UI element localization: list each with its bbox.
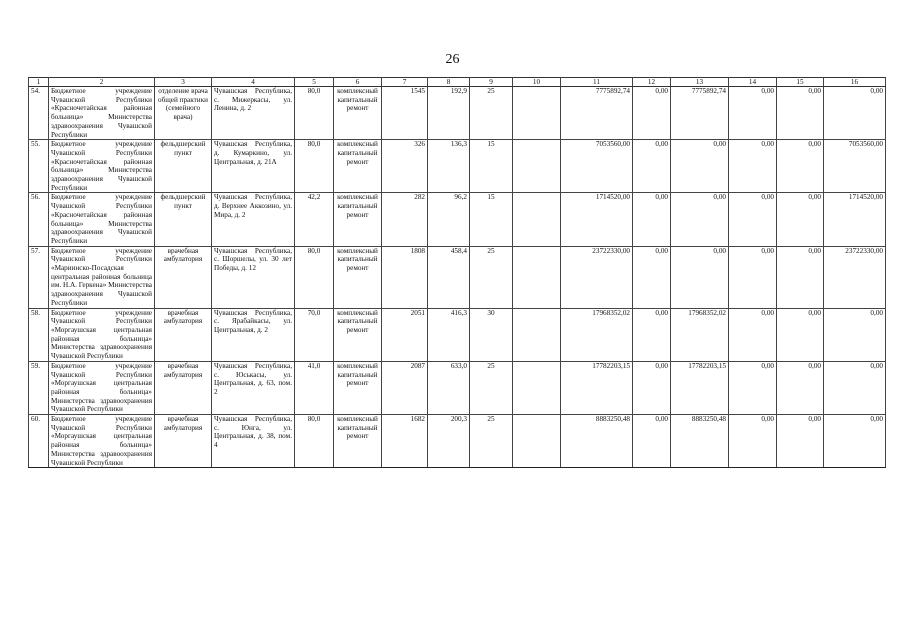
column-number: 12 bbox=[633, 78, 671, 87]
cell-col15: 0,00 bbox=[777, 87, 824, 140]
cell-col10 bbox=[513, 140, 561, 193]
cell-col9: 25 bbox=[470, 361, 513, 414]
cell-col9: 15 bbox=[470, 193, 513, 246]
column-number: 11 bbox=[561, 78, 633, 87]
column-number: 6 bbox=[334, 78, 382, 87]
table-row bbox=[29, 246, 886, 308]
cell-col12: 0,00 bbox=[633, 308, 671, 361]
institution-name: Бюджетное учреждение Чувашской Республики «Моргаушская центральная районная больница» Министерства здравоохранения Чувашской Республики bbox=[49, 308, 155, 361]
cell-col14: 0,00 bbox=[729, 193, 777, 246]
cell-col10 bbox=[513, 415, 561, 468]
row-number: 55. bbox=[29, 140, 49, 193]
cell-col11: 23722330,00 bbox=[561, 246, 633, 308]
cell-col7: 1545 bbox=[382, 87, 428, 140]
column-number: 4 bbox=[212, 78, 295, 87]
cell-col13: 0,00 bbox=[671, 140, 729, 193]
row-number: 59. bbox=[29, 361, 49, 414]
column-number: 5 bbox=[295, 78, 334, 87]
institution-name: Бюджетное учреждение Чувашской Республики «Красночетайская районная больница» Министерства здравоохранения Чувашской Республики bbox=[49, 140, 155, 193]
cell-col8: 416,3 bbox=[428, 308, 470, 361]
subdivision-type: врачебная амбулатория bbox=[155, 308, 212, 361]
cell-col16: 0,00 bbox=[824, 87, 886, 140]
cell-col13: 17782203,15 bbox=[671, 361, 729, 414]
cell-col15: 0,00 bbox=[777, 193, 824, 246]
column-number: 13 bbox=[671, 78, 729, 87]
wear-percent: 41,0 bbox=[295, 361, 334, 414]
institution-name: Бюджетное учреждение Чувашской Республики «Мариинско-Посадская центральная районная больница им. Н.А. Геркена» Министерства здравоохранения Чувашской Республики bbox=[49, 246, 155, 308]
column-number: 15 bbox=[777, 78, 824, 87]
work-type: комплексный капитальный ремонт bbox=[334, 361, 382, 414]
subdivision-type: фельдшерский пункт bbox=[155, 193, 212, 246]
column-number: 8 bbox=[428, 78, 470, 87]
address: Чувашская Республика, с. Ярабайкасы, ул. Центральная, д. 2 bbox=[212, 308, 295, 361]
wear-percent: 80,0 bbox=[295, 140, 334, 193]
address: Чувашская Республика, д. Кумаркино, ул. Центральная, д. 21А bbox=[212, 140, 295, 193]
cell-col10 bbox=[513, 246, 561, 308]
wear-percent: 70,0 bbox=[295, 308, 334, 361]
table-row bbox=[29, 87, 886, 140]
cell-col11: 7775892,74 bbox=[561, 87, 633, 140]
column-number: 3 bbox=[155, 78, 212, 87]
cell-col11: 8883250,48 bbox=[561, 415, 633, 468]
cell-col7: 2051 bbox=[382, 308, 428, 361]
table-row bbox=[29, 193, 886, 246]
cell-col11: 17968352,02 bbox=[561, 308, 633, 361]
institution-name: Бюджетное учреждение Чувашской Республики «Красночетайская районная больница» Министерства здравоохранения Чувашской Республики bbox=[49, 193, 155, 246]
cell-col12: 0,00 bbox=[633, 193, 671, 246]
table-row bbox=[29, 140, 886, 193]
cell-col14: 0,00 bbox=[729, 87, 777, 140]
cell-col9: 25 bbox=[470, 246, 513, 308]
cell-col8: 136,3 bbox=[428, 140, 470, 193]
subdivision-type: врачебная амбулатория bbox=[155, 415, 212, 468]
cell-col7: 2087 bbox=[382, 361, 428, 414]
cell-col16: 0,00 bbox=[824, 415, 886, 468]
cell-col13: 8883250,48 bbox=[671, 415, 729, 468]
cell-col9: 30 bbox=[470, 308, 513, 361]
work-type: комплексный капитальный ремонт bbox=[334, 193, 382, 246]
cell-col15: 0,00 bbox=[777, 308, 824, 361]
cell-col7: 1808 bbox=[382, 246, 428, 308]
table-row bbox=[29, 308, 886, 361]
cell-col14: 0,00 bbox=[729, 308, 777, 361]
cell-col10 bbox=[513, 87, 561, 140]
cell-col11: 7053560,00 bbox=[561, 140, 633, 193]
cell-col15: 0,00 bbox=[777, 140, 824, 193]
cell-col14: 0,00 bbox=[729, 246, 777, 308]
cell-col15: 0,00 bbox=[777, 246, 824, 308]
row-number: 54. bbox=[29, 87, 49, 140]
cell-col12: 0,00 bbox=[633, 415, 671, 468]
cell-col13: 0,00 bbox=[671, 246, 729, 308]
column-number: 9 bbox=[470, 78, 513, 87]
cell-col12: 0,00 bbox=[633, 246, 671, 308]
row-number: 57. bbox=[29, 246, 49, 308]
column-number: 2 bbox=[49, 78, 155, 87]
cell-col16: 23722330,00 bbox=[824, 246, 886, 308]
row-number: 60. bbox=[29, 415, 49, 468]
wear-percent: 42,2 bbox=[295, 193, 334, 246]
cell-col8: 192,9 bbox=[428, 87, 470, 140]
work-type: комплексный капитальный ремонт bbox=[334, 246, 382, 308]
cell-col9: 25 bbox=[470, 415, 513, 468]
subdivision-type: фельдшерский пункт bbox=[155, 140, 212, 193]
cell-col9: 15 bbox=[470, 140, 513, 193]
subdivision-type: врачебная амбулатория bbox=[155, 361, 212, 414]
address: Чувашская Республика, с. Юнга, ул. Центральная, д. 38, пом. 4 bbox=[212, 415, 295, 468]
cell-col10 bbox=[513, 193, 561, 246]
cell-col7: 282 bbox=[382, 193, 428, 246]
cell-col10 bbox=[513, 308, 561, 361]
cell-col8: 458,4 bbox=[428, 246, 470, 308]
work-type: комплексный капитальный ремонт bbox=[334, 87, 382, 140]
cell-col12: 0,00 bbox=[633, 140, 671, 193]
capital-repair-table bbox=[28, 77, 886, 468]
address: Чувашская Республика, с. Мижеркасы, ул. Ленина, д. 2 bbox=[212, 87, 295, 140]
address: Чувашская Республика, с. Юськасы, ул. Центральная, д. 63, пом. 2 bbox=[212, 361, 295, 414]
column-number-row bbox=[29, 78, 886, 87]
subdivision-type: отделение врача общей практики (семейного врача) bbox=[155, 87, 212, 140]
column-number: 14 bbox=[729, 78, 777, 87]
cell-col10 bbox=[513, 361, 561, 414]
cell-col8: 633,0 bbox=[428, 361, 470, 414]
work-type: комплексный капитальный ремонт bbox=[334, 415, 382, 468]
column-number: 1 bbox=[29, 78, 49, 87]
cell-col16: 0,00 bbox=[824, 308, 886, 361]
cell-col13: 17968352,02 bbox=[671, 308, 729, 361]
cell-col12: 0,00 bbox=[633, 361, 671, 414]
table-row bbox=[29, 415, 886, 468]
institution-name: Бюджетное учреждение Чувашской Республики «Моргаушская центральная районная больница» Министерства здравоохранения Чувашской Республики bbox=[49, 361, 155, 414]
work-type: комплексный капитальный ремонт bbox=[334, 308, 382, 361]
wear-percent: 80,0 bbox=[295, 87, 334, 140]
cell-col14: 0,00 bbox=[729, 140, 777, 193]
address: Чувашская Республика, с. Шоршелы, ул. 30 лет Победы, д. 12 bbox=[212, 246, 295, 308]
institution-name: Бюджетное учреждение Чувашской Республики «Моргаушская центральная районная больница» Министерства здравоохранения Чувашской Республики bbox=[49, 415, 155, 468]
address: Чувашская Республика, д. Верхнее Аккозино, ул. Мира, д. 2 bbox=[212, 193, 295, 246]
cell-col13: 0,00 bbox=[671, 193, 729, 246]
cell-col16: 1714520,00 bbox=[824, 193, 886, 246]
cell-col15: 0,00 bbox=[777, 361, 824, 414]
cell-col16: 0,00 bbox=[824, 361, 886, 414]
cell-col15: 0,00 bbox=[777, 415, 824, 468]
subdivision-type: врачебная амбулатория bbox=[155, 246, 212, 308]
row-number: 58. bbox=[29, 308, 49, 361]
cell-col14: 0,00 bbox=[729, 361, 777, 414]
cell-col12: 0,00 bbox=[633, 87, 671, 140]
cell-col8: 200,3 bbox=[428, 415, 470, 468]
page-number: 26 bbox=[445, 52, 460, 67]
column-number: 16 bbox=[824, 78, 886, 87]
column-number: 10 bbox=[513, 78, 561, 87]
work-type: комплексный капитальный ремонт bbox=[334, 140, 382, 193]
cell-col8: 96,2 bbox=[428, 193, 470, 246]
cell-col16: 7053560,00 bbox=[824, 140, 886, 193]
cell-col7: 1682 bbox=[382, 415, 428, 468]
wear-percent: 80,0 bbox=[295, 246, 334, 308]
table-row bbox=[29, 361, 886, 414]
cell-col11: 1714520,00 bbox=[561, 193, 633, 246]
cell-col7: 326 bbox=[382, 140, 428, 193]
column-number: 7 bbox=[382, 78, 428, 87]
wear-percent: 80,0 bbox=[295, 415, 334, 468]
cell-col13: 7775892,74 bbox=[671, 87, 729, 140]
row-number: 56. bbox=[29, 193, 49, 246]
cell-col14: 0,00 bbox=[729, 415, 777, 468]
cell-col9: 25 bbox=[470, 87, 513, 140]
institution-name: Бюджетное учреждение Чувашской Республики «Красночетайская районная больница» Министерства здравоохранения Чувашской Республики bbox=[49, 87, 155, 140]
cell-col11: 17782203,15 bbox=[561, 361, 633, 414]
